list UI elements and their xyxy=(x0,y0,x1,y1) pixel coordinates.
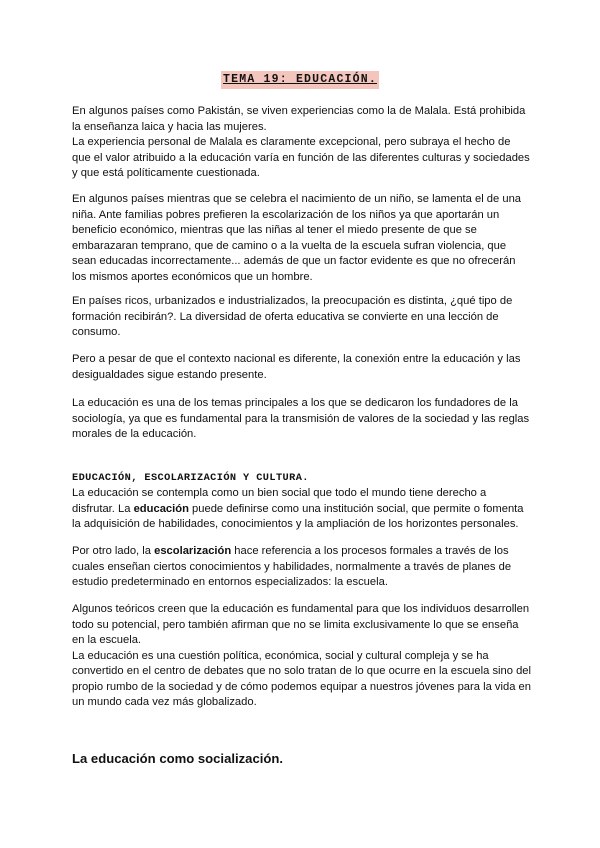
bold-term-educacion: educación xyxy=(133,502,189,515)
intro-paragraph-4: En países ricos, urbanizados e industrializados, la preocupación es distinta, ¿qué tipo de formación recibirán?. La diversidad de oferta educativa se convierte en una lección de consumo. xyxy=(72,295,513,338)
section2-paragraph-4: La educación es una cuestión política, económica, social y cultural compleja y se ha convertido en el centro de debates que no solo tratan de lo que ocurre en la escuela sino del propio rumbo de la sociedad y de cómo podemos equipar a nuestros jóvenes para la vida en un mundo cada vez más globalizado. xyxy=(72,649,531,708)
section2-paragraph-1-block xyxy=(72,486,532,533)
section-heading-educacion: EDUCACIÓN, ESCOLARIZACIÓN Y CULTURA. xyxy=(72,472,309,484)
intro-paragraph-2: La experiencia personal de Malala es claramente excepcional, pero subraya el hecho de que el valor atribuido a la educación varía en función de las diferentes culturas y sociedades y que está políticamente cuestionada. xyxy=(72,136,530,179)
title-container xyxy=(0,71,600,89)
section-heading-socializacion: La educación como socialización. xyxy=(72,751,284,766)
intro-paragraph-6: La educación es una de los temas principales a los que se dedicaron los fundadores de la sociología, ya que es fundamental para la transmisión de valores de la sociedad y las reglas morales de la educación. xyxy=(72,397,530,440)
section2-paragraph-3: Algunos teóricos creen que la educación es fundamental para que los individuos desarrollen todo su potencial, pero también afirman que no se limita exclusivamente lo que se enseña en la escuela. xyxy=(72,603,530,646)
page-title: TEMA 19: EDUCACIÓN. xyxy=(221,71,379,89)
intro-paragraph-3: En algunos países mientras que se celebra el nacimiento de un niño, se lamenta el de una niña. Ante familias pobres prefieren la escolarización de los niños ya que aportarán un beneficio económico, mientras que las niñas al tener el miedo presente de que se embarazaran temprano, que de camino o a la vuelta de la escuela sufran violencia, que sean educadas incorrectamente... además de que un factor evidente es que no ofrecerán los mismos aportes económicos que un hombre. xyxy=(72,193,522,283)
section2-paragraph-3-block xyxy=(72,602,532,711)
intro-paragraph-1: En algunos países como Pakistán, se viven experiencias como la de Malala. Está prohibida la enseñanza laica y hacia las mujeres. xyxy=(72,105,526,133)
intro-paragraph-5-block xyxy=(72,352,532,383)
section2-paragraph-2-block xyxy=(72,544,532,591)
intro-block-1 xyxy=(72,104,532,182)
bold-term-escolarizacion: escolarización xyxy=(154,545,232,557)
section2-paragraph-1: La educación se contempla como un bien social que todo el mundo tiene derecho a disfrutar. La educación puede definirse como una institución social, que permite o fomenta la adquisición de habilidades, conocimientos y la ampliación de los horizontes personales. xyxy=(72,487,524,530)
intro-paragraph-3-block xyxy=(72,192,532,285)
intro-paragraph-6-block xyxy=(72,396,532,443)
intro-paragraph-4-block xyxy=(72,294,532,341)
intro-paragraph-5: Pero a pesar de que el contexto nacional es diferente, la conexión entre la educación y las desigualdades sigue estando presente. xyxy=(72,353,521,381)
section2-paragraph-2: Por otro lado, la escolarización hace referencia a los procesos formales a través de los cuales enseñan ciertos conocimientos y habilidades, normalmente a través de planes de estudio predeterminado en entornos especializados: la escuela. xyxy=(72,545,512,588)
